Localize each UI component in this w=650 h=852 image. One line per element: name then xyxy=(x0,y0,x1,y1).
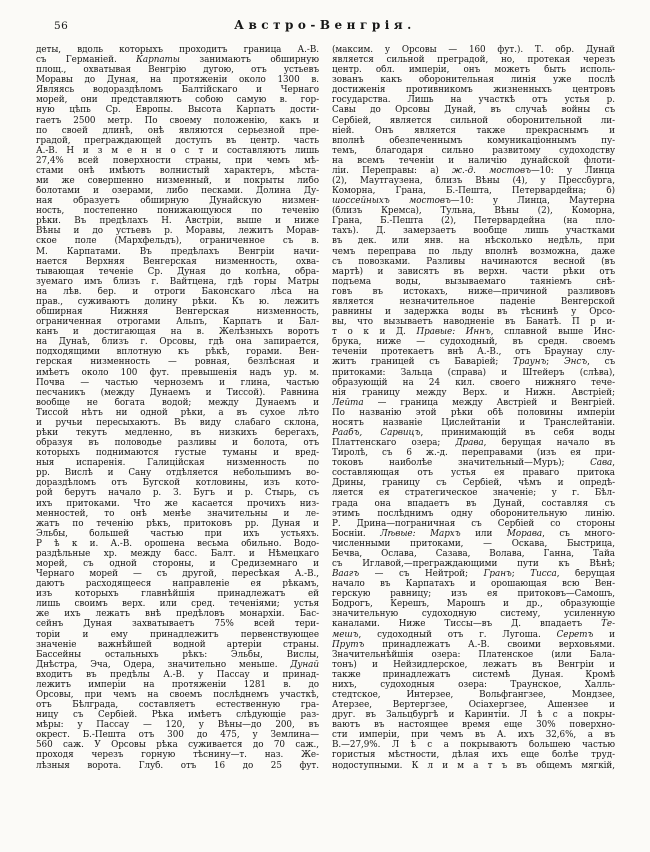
text-line: ныя испаренія. Галиційская низменность по xyxy=(36,458,319,469)
text-line: Раабъ, Сарвицъ, принимающій въ себя воды xyxy=(332,427,615,438)
text-line: Дрины, границу съ Сербіей, чѣмъ и опредѣ- xyxy=(332,478,615,489)
text-line: ліи. Переправы: а) ж.-д. мостовъ—10: у Линца xyxy=(332,165,615,176)
page-title: Австро-Венгрія. xyxy=(234,18,416,32)
text-line: этимъ послѣднимъ одну оборонительную линію. xyxy=(332,508,615,519)
text-line: подходящими вплотную къ рѣкѣ, горами. Вен- xyxy=(36,347,319,358)
text-line: (2), Маутгаузена, близъ Вѣны (4), у Прессбурга, xyxy=(332,176,615,187)
page-header xyxy=(0,18,650,38)
text-line: численными притоками, — Оскава, Быстрица, xyxy=(332,538,615,549)
text-line: житъ границей съ Баваріей; Траунъ; Энсъ, съ xyxy=(332,357,615,368)
text-line: Вѣны и до устьевъ р. Моравы, лежитъ Морав- xyxy=(36,226,319,237)
text-line: шоссейныхъ мостовъ—10: у Линца, Маутерна xyxy=(332,196,615,207)
text-line: жатъ по теченію рѣкъ, притоковъ рр. Дуная и xyxy=(36,518,319,529)
text-line: друг. въ Зальцбургѣ и Каринтіи. Л ѣ с а покры- xyxy=(332,710,615,721)
text-line: вполнѣ обезпеченнымъ комуникаціоннымъ пу- xyxy=(332,135,615,146)
text-line: нается Верхняя Венгерская низменность, охва- xyxy=(36,256,319,267)
text-line: канъ и достигающая на в. Желѣзныхъ воротъ xyxy=(36,327,319,338)
text-line: Савы до Орсовы Дунай, въ случаѣ войны съ xyxy=(332,105,615,116)
text-line: нодоступными. К л и м а т ъ въ общемъ мягкій, xyxy=(332,760,615,771)
text-line: притоками: Зальца (справа) и Штейеръ (слѣва), xyxy=(332,367,615,378)
text-line: стедтское, Интерзее, Вольфгангзее, Мондзее, xyxy=(332,690,615,700)
text-line: ность, постепенно понижающуюся по теченію xyxy=(36,206,319,217)
text-line: зованъ какъ оборонительная линія уже послѣ xyxy=(332,75,615,86)
text-line: герскую равницу; изъ ея притоковъ—Самошъ, xyxy=(332,589,615,600)
text-line: же ихъ лежатъ внѣ предѣловъ монархіи. Бас- xyxy=(36,609,319,620)
text-line: равнины и задержка воды въ тѣснинѣ у Орсо- xyxy=(332,307,615,318)
text-line: Эльбы, большей частью при ихъ устьяхъ. xyxy=(36,528,319,539)
text-line: окрест. Б.-Пешта отъ 300 до 475, у Землина— xyxy=(36,730,319,741)
text-line: съ Германіей. Карпаты занимаютъ обширную xyxy=(36,55,319,66)
text-line: ваютъ въ настоящее время еще 30% поверхно- xyxy=(332,720,615,731)
text-line: вообще не богата водой; между Дунаемъ и xyxy=(36,397,319,408)
text-line: раздѣльные хр. между басс. Балт. и Нѣмецкаго xyxy=(36,548,319,559)
text-line: (максим. у Орсовы — 160 фут.). Т. обр. Дунай xyxy=(332,45,615,55)
text-line: ми же совершенно низменный, и покрыты либо xyxy=(36,176,319,187)
text-line: Значительнѣйшія озера: Платенское (или Бала- xyxy=(332,649,615,660)
text-line: мартѣ) и зависятъ въ верхн. части рѣки отъ xyxy=(332,266,615,277)
text-line: обширная Нижняя Венгерская низменность, xyxy=(36,307,319,318)
text-line: т о к и Д. Правые: Иннъ, сплавной выше Инс- xyxy=(332,327,615,338)
page-number: 56 xyxy=(54,20,69,32)
text-line: нихъ, судоходныя озера: Траунское, Халль- xyxy=(332,679,615,690)
text-line: чемъ переправа по льду вполнѣ возможна, даже xyxy=(332,246,615,257)
text-line: тывающая теченіе Ср. Дуная до колѣна, обра- xyxy=(36,266,319,277)
text-line: ляется ея стратегическое значеніе; у г. Бѣл- xyxy=(332,488,615,499)
text-line: А.-В. Н и з м е н н о с т и составляютъ лишь xyxy=(36,145,319,156)
text-line: рой берутъ начало р. З. Бугъ и р. Стырь, съ xyxy=(36,488,319,499)
text-line: Платтенскаго озера; Драва, берущая начало въ xyxy=(332,438,615,449)
text-line: Атерзее, Вертергзее, Осіахергзее, Ашензее и xyxy=(332,700,615,711)
text-line: герская низменность — ровная, безлѣсная и xyxy=(36,357,319,368)
text-line: съ повозками. Разливы начинаются весной (въ xyxy=(332,256,615,267)
text-line: Ваагъ — съ Нейтрой; Гранъ; Тисса, берущая xyxy=(332,569,615,580)
text-line: Моравы до Дуная, на протяженіи около 1300 в. xyxy=(36,75,319,86)
text-line: Коморна, Грана, Б.-Пешта, Петервардейна; б) xyxy=(332,186,615,197)
text-line: по своей длинѣ, онѣ являются серьезной пре- xyxy=(36,125,319,136)
text-line: подъема воды, вызываемаго таяніемъ снѣ- xyxy=(332,276,615,287)
text-line: Тиролѣ, съ 6 ж.-д. переправами (изъ ея при- xyxy=(332,448,615,459)
text-line: М. Карпатами. Въ предѣлахъ Венгріи начи- xyxy=(36,246,319,257)
text-line: центр. обл. имперіи, онъ можетъ быть исполь- xyxy=(332,65,615,76)
text-line: начало въ Карпатахъ и орошающая всю Вен- xyxy=(332,579,615,590)
text-line: ское поле (Мархфельдъ), ограниченное съ в. xyxy=(36,236,319,247)
text-line: Почва — частью черноземъ и глина, частью xyxy=(36,377,319,388)
text-line: которыхъ поднимаются густые туманы и вред- xyxy=(36,448,319,459)
text-line: морей, они представляютъ собою самую в. гор- xyxy=(36,95,319,106)
text-line: болотами и озерами, либо песками. Долина Ду- xyxy=(36,186,319,197)
text-line: В.—27,9%. Л ѣ с а покрываютъ большею частью xyxy=(332,740,615,751)
text-line: образуя въ половодье разливы и болота, отъ xyxy=(36,438,319,449)
text-line: ную цѣпь Ср. Европы. Высота Карпатъ дости- xyxy=(36,105,319,116)
text-line: площ., охватывая Венгрію дугою, отъ устьевъ xyxy=(36,65,319,76)
text-line: Бассейны остальныхъ рѣкъ: Эльбы, Вислы, xyxy=(36,649,319,660)
text-line: Р ѣ к и. А.-В. орошена весьма обильно. Водо- xyxy=(36,538,319,549)
text-line: зуемаго имъ близъ г. Вайтцена, гдѣ горы Матры xyxy=(36,276,319,287)
text-line: значительную судоходную систему, усиленную xyxy=(332,609,615,620)
text-line: Сербіей, является сильной оборонительной ли- xyxy=(332,115,615,126)
text-line: отъ Бѣлграда, составляетъ естественную гра- xyxy=(36,700,319,711)
text-line: съ Иглавой,—преграждающими пути къ Вѣнѣ; xyxy=(332,558,615,569)
text-line: носятъ названіе Цислейтаніи и Транслейтаніи. xyxy=(332,417,615,428)
text-line: лежитъ имперіи на протяженіи 1281 в. до xyxy=(36,679,319,690)
text-line: брука, ниже — судоходный, въ средн. своемъ xyxy=(332,337,615,348)
text-line: ихъ притоками. Что же касается прочихъ низ- xyxy=(36,498,319,509)
text-line: имѣетъ около 100 фут. превышенія надъ ур. м. xyxy=(36,367,319,378)
text-line: сейнъ Дуная захватываетъ 75% всей тери- xyxy=(36,619,319,630)
text-line: стами онѣ имѣютъ волнистый характеръ, мѣста- xyxy=(36,165,319,176)
text-line: нія границу между Верх. и Нижн. Австріей; xyxy=(332,387,615,398)
text-line: составляющая отъ устья ея праваго притока xyxy=(332,468,615,479)
text-line: песчаникъ (между Дунаемъ и Тиссой). Равнина xyxy=(36,387,319,398)
text-line: 560 саж. У Орсовы рѣка суживается до 70 саж., xyxy=(36,740,319,751)
text-column-right xyxy=(332,45,615,771)
text-line: въ дек. или янв. на нѣсколько недѣль, при xyxy=(332,236,615,247)
text-line: Р. Дрина—пограничная съ Сербіей со стороны xyxy=(332,518,615,529)
text-line: темъ, благодаря сильно развитому судоходству xyxy=(332,145,615,156)
text-line: Являясь водораздѣломъ Балтійскаго и Чернаго xyxy=(36,85,319,96)
text-line: и ручьи пересыхаютъ. Въ виду слабаго склона, xyxy=(36,417,319,428)
text-line: (близъ Кремса), Тульна, Вѣны (2), Коморна, xyxy=(332,206,615,217)
text-line: мешъ, судоходный отъ г. Лугоша. Серетъ и xyxy=(332,629,615,640)
text-line: Орсовы, при чемъ на своемъ послѣднемъ участкѣ, xyxy=(36,690,319,700)
text-line: также принадлежатъ системѣ Дуная. Кромѣ xyxy=(332,669,615,680)
text-line: входитъ въ предѣлы А.-В. у Пассау и принад- xyxy=(36,669,319,680)
text-line: Бодрогъ, Керешъ, Марошъ и др., образующіе xyxy=(332,599,615,610)
text-line: проходя черезъ горную тѣснину—т. наз. Же- xyxy=(36,750,319,761)
text-column-left xyxy=(36,45,319,771)
text-line: гаетъ 2500 метр. По своему положенію, какъ и xyxy=(36,115,319,126)
text-line: Прутъ принадлежатъ А.-В. своими верховьями. xyxy=(332,639,615,650)
text-line: морей, съ одной стороны, и Средиземнаго и xyxy=(36,558,319,569)
text-line: менностей, то онѣ менѣе значительны и ле- xyxy=(36,508,319,519)
text-line: значеніе важнѣйшей водной артеріи страны. xyxy=(36,639,319,650)
text-line: каналами. Ниже Тиссы—въ Д. впадаетъ Те- xyxy=(332,619,615,630)
text-line: сти имперіи, при чемъ въ А. ихъ 32,6%, а въ xyxy=(332,730,615,741)
text-line: Тиссой нѣтъ ни одной рѣки, а въ сухое лѣто xyxy=(36,407,319,418)
article-body xyxy=(36,45,615,771)
text-line: 27,4% всей поверхности страны, при чемъ мѣ- xyxy=(36,155,319,166)
text-line: вы, что вызываетъ наводненіе въ Банатѣ. П р и- xyxy=(332,317,615,328)
text-line: прав., суживаютъ долину рѣки. Къ ю. лежитъ xyxy=(36,296,319,307)
text-line: града она впадаетъ въ Дунай, составляя съ xyxy=(332,498,615,509)
text-line: токовъ наиболѣе значительный—Муръ); Сава, xyxy=(332,458,615,469)
text-line: мѣры: у Пассау — 120, у Вѣны—до 200, въ xyxy=(36,720,319,731)
text-line: лѣзныя ворота. Глуб. отъ 16 до 25 фут. xyxy=(36,760,319,771)
text-line: градой, преграждающей доступъ въ центр. часть xyxy=(36,135,319,146)
text-line: на лѣв. бер. и отроги Баконскаго лѣса на xyxy=(36,286,319,297)
text-line: на Дунаѣ, близъ г. Орсовы, гдѣ она запирается, xyxy=(36,337,319,348)
text-line: даютъ расходящееся направленіе ея рѣкамъ, xyxy=(36,579,319,590)
text-line: говъ въ истокахъ, ниже—причиной разливовъ xyxy=(332,286,615,297)
text-line: образующій на 24 кил. своего нижняго тече- xyxy=(332,377,615,388)
text-line: рѣки текутъ медленно, въ низкихъ берегахъ, xyxy=(36,427,319,438)
text-line: рр. Вислѣ и Сану отдѣляется небольшимъ во- xyxy=(36,468,319,479)
text-line: является сильной преградой, но, протекая черезъ xyxy=(332,55,615,66)
text-line: рѣки. Въ предѣлахъ Н. Австріи, выше и ниже xyxy=(36,216,319,227)
text-line: на всемъ теченіи и наличію дунайской флоти- xyxy=(332,155,615,166)
text-line: ная образуетъ обширную Дунайскую низмен- xyxy=(36,196,319,207)
text-line: гористыя мѣстности, дѣлая ихъ еще болѣе труд- xyxy=(332,750,615,761)
text-line: тахъ). Д. замерзаетъ вообще лишь участками xyxy=(332,226,615,237)
text-line: ницу съ Сербіей. Рѣка имѣетъ слѣдующіе раз- xyxy=(36,710,319,721)
text-line: государства. Лишь на участкѣ отъ устья р. xyxy=(332,95,615,106)
text-line: деты, вдоль которыхъ проходитъ граница А.-В. xyxy=(36,45,319,55)
text-line: является незначительное паденіе Венгерской xyxy=(332,296,615,307)
text-line: Лейта — граница между Австріей и Венгріей. xyxy=(332,397,615,408)
text-line: дораздѣломъ отъ Бугской котловины, изъ кото- xyxy=(36,478,319,489)
text-line: теченіи протекаетъ внѣ А.-В., отъ Браунау слу- xyxy=(332,347,615,358)
text-line: достиженія противникомъ жизненныхъ центровъ xyxy=(332,85,615,96)
text-line: Грана, Б.-Пешта (2), Петервардейна (на пло- xyxy=(332,216,615,227)
text-line: По названію этой рѣки обѣ половины имперіи xyxy=(332,407,615,418)
text-line: лишь своимъ верх. или сред. теченіями; устья xyxy=(36,599,319,610)
text-line: Чернаго морей — съ другой, пересѣкая А.-В., xyxy=(36,569,319,580)
text-line: тонъ) и Нейзидлерское, лежатъ въ Венгріи и xyxy=(332,659,615,670)
text-line: ограниченная отрогами Альпъ, Карпатъ и Бал- xyxy=(36,317,319,328)
text-line: изъ которыхъ главнѣйшія принадлежатъ ей xyxy=(36,589,319,600)
text-line: торіи и ему принадлежитъ первенствующее xyxy=(36,629,319,640)
text-line: Босніи. Лѣвые: Мархъ или Морава, съ много- xyxy=(332,528,615,539)
text-line: ніей. Онъ является также прекраснымъ и xyxy=(332,125,615,136)
text-line: Днѣстра, Эча, Одера, значительно меньше. Дунай xyxy=(36,659,319,670)
text-line: Бечва, Ослава, Сазава, Волава, Ганна, Тайа xyxy=(332,548,615,559)
